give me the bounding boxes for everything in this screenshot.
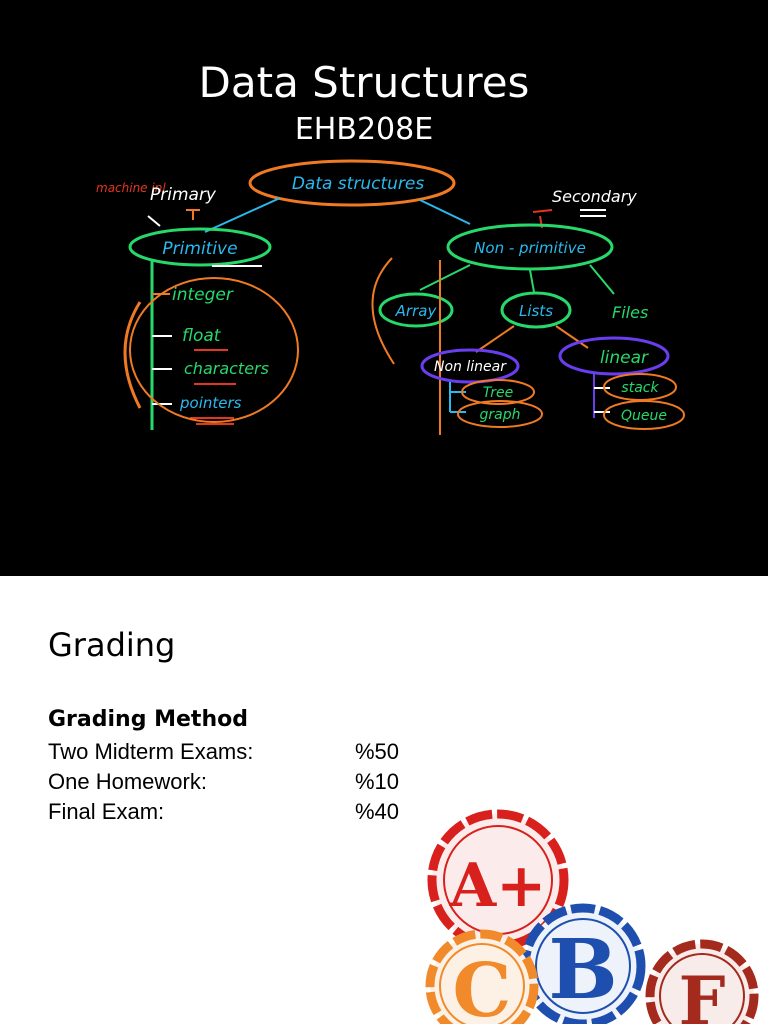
grading-title: Grading bbox=[48, 626, 176, 664]
tree-node: Tree bbox=[482, 385, 514, 401]
stack-node: stack bbox=[621, 380, 659, 396]
array-node: Array bbox=[395, 302, 437, 320]
primary-label: Primary bbox=[150, 185, 216, 205]
stamp-f bbox=[650, 944, 754, 1024]
slide-title: Data Structures bbox=[198, 58, 530, 107]
stamp-letter: A+ bbox=[449, 851, 547, 921]
stamp-c bbox=[430, 934, 534, 1024]
grading-method-heading: Grading Method bbox=[48, 707, 248, 732]
course-code: EHB208E bbox=[294, 112, 434, 147]
grading-row-value: %50 bbox=[355, 739, 400, 764]
stamp-b bbox=[525, 908, 641, 1024]
queue-node: Queue bbox=[621, 408, 667, 424]
machine-label: machine inl bbox=[96, 181, 166, 195]
grading-row-label: Two Midterm Exams: bbox=[48, 739, 254, 764]
grading-row-label: One Homework: bbox=[48, 769, 207, 794]
grading-row-value: %40 bbox=[355, 799, 400, 824]
grading-row-label: Final Exam: bbox=[48, 799, 165, 824]
grading-row bbox=[48, 739, 448, 769]
non-primitive-node: Non - primitive bbox=[474, 239, 586, 257]
primitive-node: Primitive bbox=[162, 239, 238, 259]
data-structures-diagram bbox=[0, 150, 768, 450]
root-node: Data structures bbox=[291, 174, 425, 194]
primitive-item: float bbox=[182, 326, 221, 346]
primitive-item: characters bbox=[184, 359, 269, 378]
grading-row-value: %10 bbox=[355, 769, 400, 794]
grade-stamps-illustration bbox=[420, 806, 768, 1024]
lists-node: Lists bbox=[518, 302, 554, 320]
non-linear-node: Non linear bbox=[434, 359, 506, 375]
stamp-letter: C bbox=[452, 948, 512, 1024]
files-node: Files bbox=[612, 303, 649, 322]
primitive-item: integer bbox=[172, 285, 233, 305]
grading-row bbox=[48, 799, 448, 829]
graph-node: graph bbox=[479, 407, 521, 423]
stamp-letter: F bbox=[678, 962, 726, 1024]
linear-node: linear bbox=[599, 348, 649, 368]
grading-row bbox=[48, 769, 448, 799]
primitive-item: pointers bbox=[180, 394, 242, 412]
slide-grading bbox=[0, 576, 768, 1024]
stamp-letter: B bbox=[548, 922, 618, 1018]
secondary-label: Secondary bbox=[552, 187, 637, 206]
